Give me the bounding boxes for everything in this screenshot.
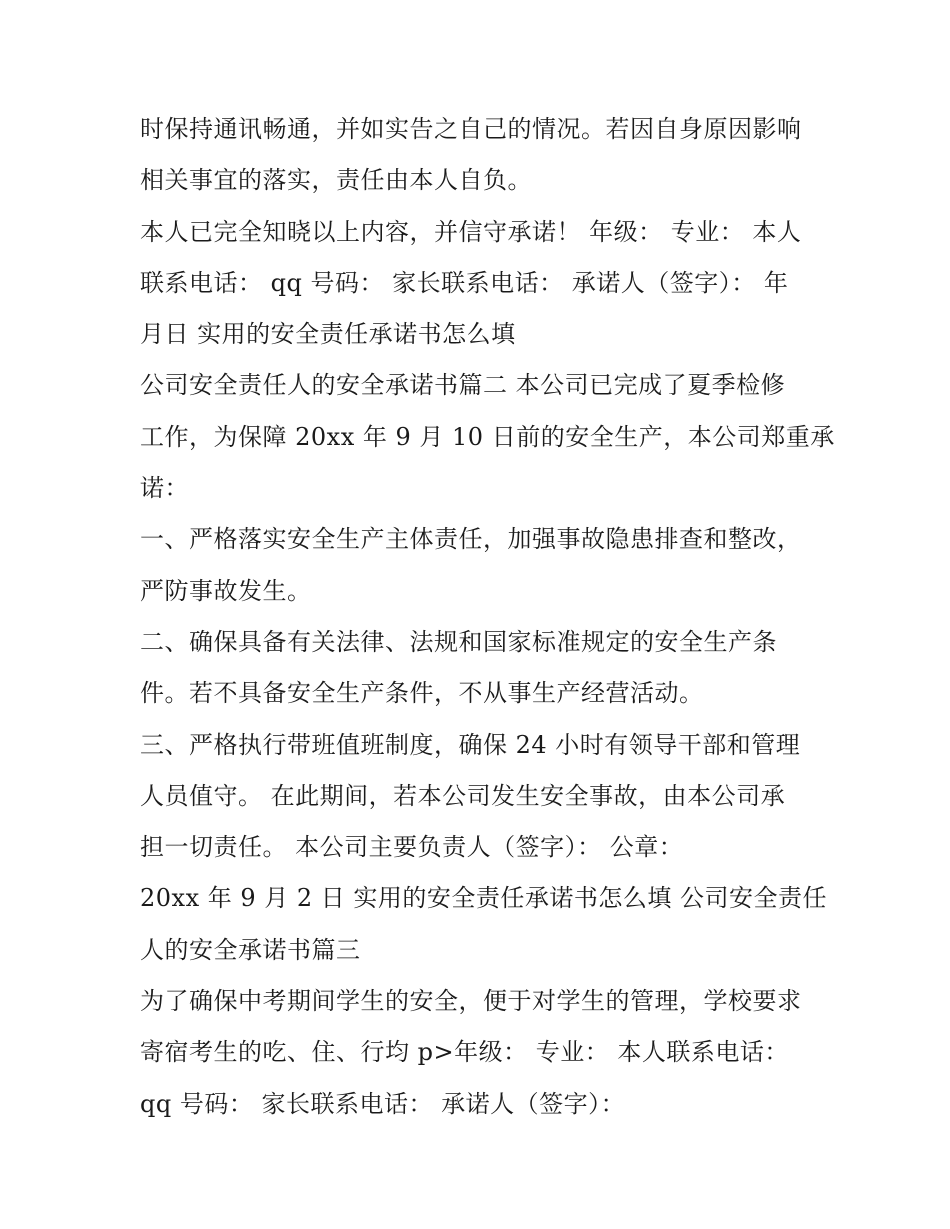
text-line: 为了确保中考期间学生的安全，便于对学生的管理，学校要求 — [140, 987, 802, 1016]
text-line: 诺： — [140, 474, 189, 503]
text-line: 相关事宜的落实，责任由本人自负。 — [140, 166, 532, 195]
document-body — [140, 104, 835, 1130]
text-line: 时保持通讯畅通，并如实告之自己的情况。若因自身原因影响 — [140, 115, 802, 143]
text-line: 20xx 年 9 月 2 日 实用的安全责任承诺书怎么填 公司安全责任 — [140, 884, 828, 913]
text-line: 担一切责任。 本公司主要负责人（签字）： 公章： — [140, 833, 684, 862]
text-line: 严防事故发生。 — [140, 576, 312, 605]
text-line: 一、严格落实安全生产主体责任，加强事故隐患排查和整改， — [140, 525, 802, 554]
text-line: 人的安全承诺书篇三 — [140, 935, 361, 964]
text-line: 本人已完全知晓以上内容，并信守承诺！ 年级： 专业： 本人 — [140, 217, 802, 246]
text-line: qq 号码： 家长联系电话： 承诺人（签字）： — [140, 1089, 626, 1118]
text-line: 月日 实用的安全责任承诺书怎么填 — [140, 320, 516, 349]
text-line: 寄宿考生的吃、住、行均 p>年级： 专业： 本人联系电话： — [140, 1038, 789, 1067]
text-line: 三、严格执行带班值班制度，确保 24 小时有领导干部和管理 — [140, 730, 801, 759]
text-line: 二、确保具备有关法律、法规和国家标准规定的安全生产条 — [140, 627, 777, 656]
text-line: 工作，为保障 20xx 年 9 月 10 日前的安全生产，本公司郑重承 — [140, 422, 835, 451]
text-line: 公司安全责任人的安全承诺书篇二 本公司已完成了夏季检修 — [140, 371, 786, 400]
text-line: 人员值守。 在此期间，若本公司发生安全事故，由本公司承 — [140, 781, 786, 810]
text-line: 联系电话： qq 号码： 家长联系电话： 承诺人（签字）： 年 — [140, 268, 789, 297]
text-line: 件。若不具备安全生产条件，不从事生产经营活动。 — [140, 679, 704, 708]
